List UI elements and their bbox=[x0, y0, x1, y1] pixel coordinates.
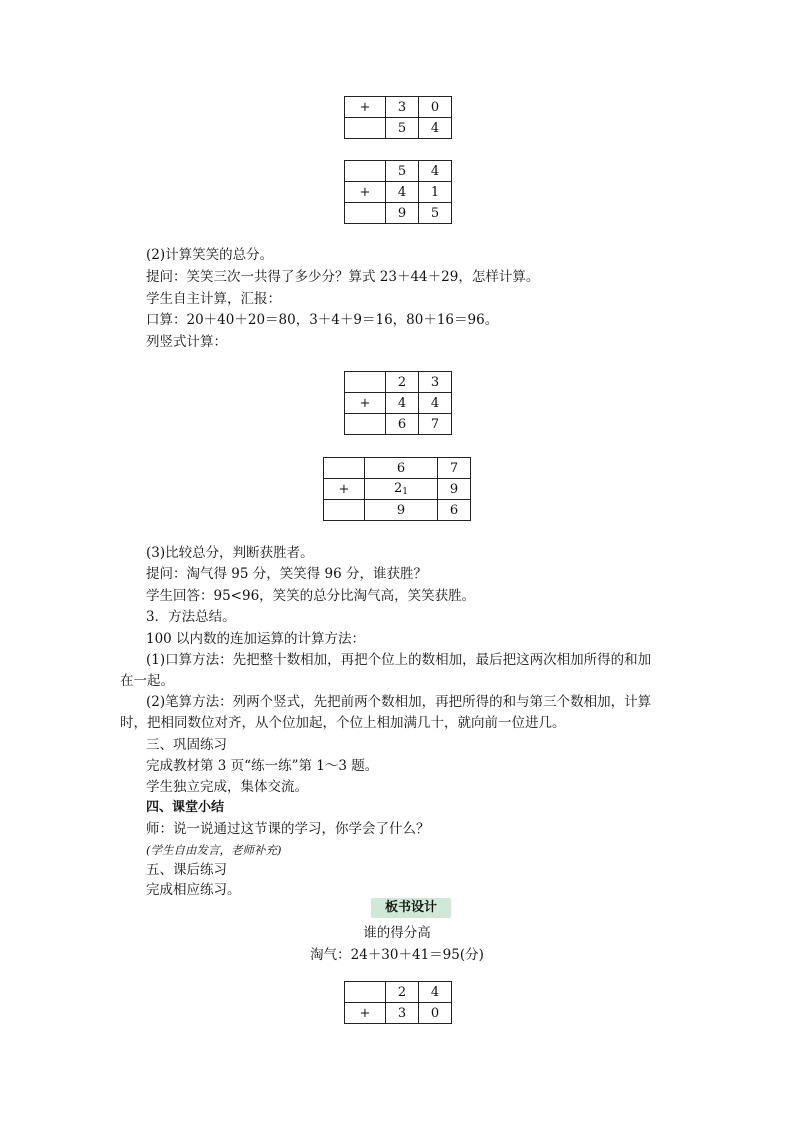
text-line: (2)计算笑笑的总分。 bbox=[146, 247, 274, 263]
text-line: (2)笔算方法：列两个竖式，先把前两个数相加，再把所得的和与第三个数相加，计算 bbox=[146, 694, 652, 710]
board-formula: 淘气：24＋30＋41＝95(分) bbox=[310, 947, 484, 963]
cell: 4 bbox=[386, 182, 419, 203]
text-line: 在一起。 bbox=[120, 673, 174, 689]
cell: + bbox=[345, 393, 386, 414]
cell: 1 bbox=[419, 182, 452, 203]
cell bbox=[324, 458, 365, 479]
section-heading: 四、课堂小结 bbox=[146, 800, 225, 815]
board-title: 谁的得分高 bbox=[363, 925, 431, 941]
cell: 4 bbox=[386, 393, 419, 414]
text-line: 完成相应练习。 bbox=[146, 882, 241, 898]
cell-with-carry bbox=[365, 479, 438, 500]
cell: 6 bbox=[438, 500, 471, 521]
vertical-calc-2 bbox=[344, 160, 452, 224]
cell bbox=[345, 414, 386, 435]
text-line: 3．方法总结。 bbox=[146, 609, 236, 625]
text-line: 口算：20＋40＋20＝80，3＋4＋9＝16，80＋16＝96。 bbox=[146, 312, 499, 328]
cell: 9 bbox=[438, 479, 471, 500]
cell bbox=[345, 118, 386, 139]
cell bbox=[345, 161, 386, 182]
text-line: 100 以内数的连加运算的计算方法： bbox=[146, 631, 366, 647]
cell bbox=[345, 203, 386, 224]
text-line: 完成教材第 3 页“练一练”第 1～3 题。 bbox=[146, 758, 379, 774]
cell: 5 bbox=[419, 203, 452, 224]
cell: + bbox=[345, 97, 386, 118]
cell: + bbox=[345, 1003, 386, 1024]
cell: 3 bbox=[386, 1003, 419, 1024]
cell: 5 bbox=[386, 118, 419, 139]
text-line: 学生独立完成，集体交流。 bbox=[146, 779, 308, 795]
text-line: 时，把相同数位对齐，从个位加起，个位上相加满几十，就向前一位进几。 bbox=[120, 715, 566, 731]
text-line: 提问：笑笑三次一共得了多少分？算式 23＋44＋29，怎样计算。 bbox=[146, 269, 540, 285]
cell: 0 bbox=[419, 97, 452, 118]
cell: 6 bbox=[386, 414, 419, 435]
cell: 9 bbox=[365, 500, 438, 521]
section-heading: 五、课后练习 bbox=[146, 862, 227, 878]
vertical-calc-5 bbox=[344, 981, 452, 1024]
cell: 4 bbox=[419, 393, 452, 414]
cell: 3 bbox=[386, 97, 419, 118]
text-line: 学生自主计算，汇报： bbox=[146, 291, 281, 307]
cell: 0 bbox=[419, 1003, 452, 1024]
text-line: 师：说一说通过这节课的学习，你学会了什么？ bbox=[146, 821, 430, 837]
cell: + bbox=[345, 182, 386, 203]
cell: 7 bbox=[438, 458, 471, 479]
vertical-calc-1 bbox=[344, 96, 452, 139]
text-line: (3)比较总分，判断获胜者。 bbox=[146, 545, 314, 561]
section-heading: 三、巩固练习 bbox=[146, 737, 227, 753]
cell: 4 bbox=[419, 118, 452, 139]
cell bbox=[324, 500, 365, 521]
cell: 7 bbox=[419, 414, 452, 435]
cell: 2 bbox=[386, 372, 419, 393]
cell: 2 bbox=[386, 982, 419, 1003]
vertical-calc-3 bbox=[344, 371, 452, 435]
cell: 5 bbox=[386, 161, 419, 182]
vertical-calc-4 bbox=[323, 457, 471, 521]
cell bbox=[345, 372, 386, 393]
text-line: (学生自由发言，老师补充) bbox=[146, 843, 282, 857]
digit: 2 bbox=[393, 481, 403, 496]
text-line: 提问：淘气得 95 分，笑笑得 96 分，谁获胜？ bbox=[146, 566, 428, 582]
cell bbox=[345, 982, 386, 1003]
text-line: 学生回答：95<96，笑笑的总分比淘气高，笑笑获胜。 bbox=[146, 588, 476, 604]
cell: 4 bbox=[419, 982, 452, 1003]
cell: 3 bbox=[419, 372, 452, 393]
cell: 9 bbox=[386, 203, 419, 224]
cell: + bbox=[324, 479, 365, 500]
cell: 4 bbox=[419, 161, 452, 182]
text-line: (1)口算方法：先把整十数相加，再把个位上的数相加，最后把这两次相加所得的和加 bbox=[146, 652, 652, 668]
cell: 6 bbox=[365, 458, 438, 479]
text-line: 列竖式计算： bbox=[146, 334, 227, 350]
board-design-label: 板书设计 bbox=[371, 898, 451, 918]
carry-mark: 1 bbox=[402, 487, 408, 497]
